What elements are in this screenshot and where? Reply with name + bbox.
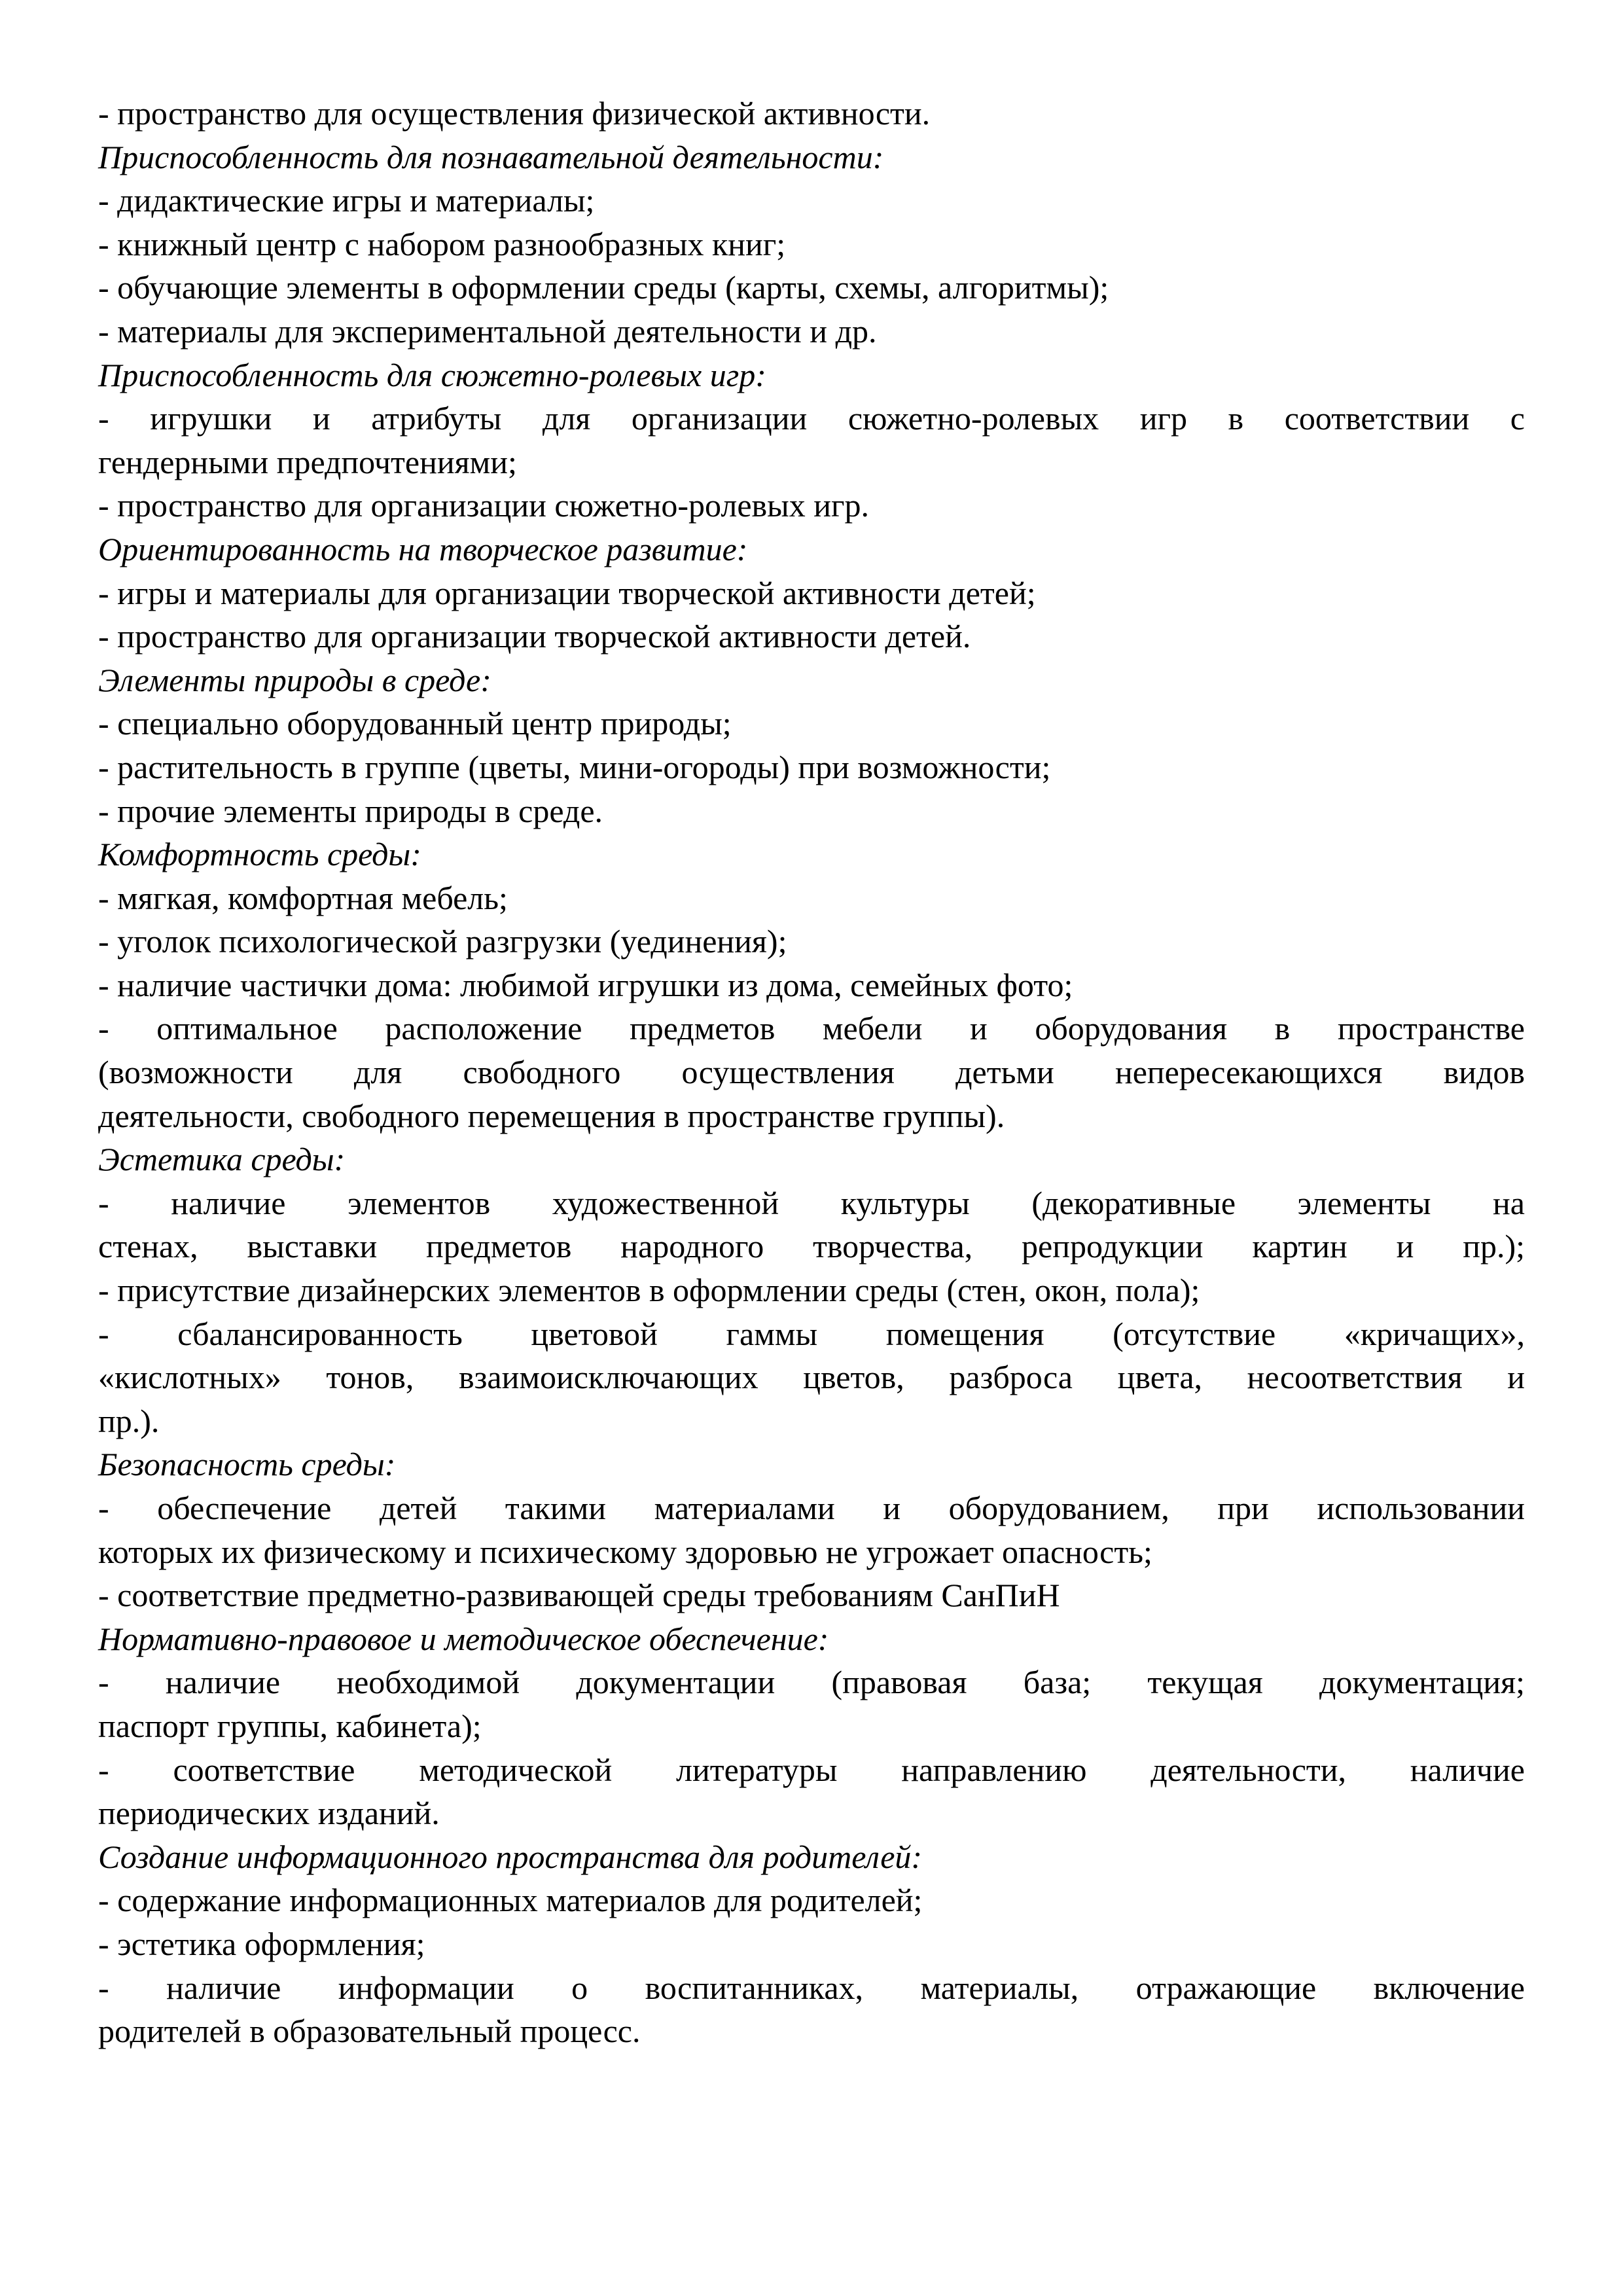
document-page bbox=[98, 92, 1525, 2053]
list-item: - сбалансированность цветовой гаммы помещения (отсутствие «кричащих», bbox=[98, 1315, 1525, 1352]
list-item: - игры и материалы для организации творческой активности детей; bbox=[98, 574, 1036, 611]
list-item: - наличие элементов художественной культуры (декоративные элементы на bbox=[98, 1184, 1525, 1221]
list-item: - книжный центр с набором разнообразных книг; bbox=[98, 225, 786, 262]
list-item: - наличие информации о воспитанниках, материалы, отражающие включение bbox=[98, 1969, 1525, 2006]
list-item: - пространство для организации сюжетно-ролевых игр. bbox=[98, 487, 869, 524]
list-item: - материалы для экспериментальной деятельности и др. bbox=[98, 312, 877, 350]
list-item: - пространство для осуществления физической активности. bbox=[98, 95, 931, 132]
list-item: - дидактические игры и материалы; bbox=[98, 182, 595, 219]
list-item: - наличие частички дома: любимой игрушки из дома, семейных фото; bbox=[98, 966, 1073, 1003]
list-item: - обеспечение детей такими материалами и оборудованием, при использовании bbox=[98, 1490, 1525, 1526]
list-item-continuation: «кислотных» тонов, взаимоисключающих цветов, разброса цвета, несоответствия и bbox=[98, 1359, 1525, 1396]
list-item: - прочие элементы природы в среде. bbox=[98, 792, 603, 829]
list-item-continuation: которых их физическому и психическому здоровью не угрожает опасность; bbox=[98, 1533, 1152, 1570]
list-item: - уголок психологической разгрузки (уединения); bbox=[98, 923, 787, 960]
section-heading: Создание информационного пространства для родителей: bbox=[98, 1838, 923, 1875]
section-heading: Безопасность среды: bbox=[98, 1446, 396, 1483]
section-heading: Приспособленность для познавательной деятельности: bbox=[98, 138, 884, 175]
section-heading: Ориентированность на творческое развитие: bbox=[98, 530, 748, 567]
section-heading: Комфортность среды: bbox=[98, 836, 421, 873]
section-heading: Эстетика среды: bbox=[98, 1141, 346, 1178]
list-item-continuation: периодических изданий. bbox=[98, 1795, 440, 1832]
section-heading: Приспособленность для сюжетно-ролевых игр: bbox=[98, 356, 766, 393]
section-heading: Элементы природы в среде: bbox=[98, 661, 491, 698]
list-item-continuation: родителей в образовательный процесс. bbox=[98, 2013, 641, 2050]
list-item-continuation: гендерными предпочтениями; bbox=[98, 443, 517, 480]
list-item-continuation: (возможности для свободного осуществления детьми непересекающихся видов bbox=[98, 1054, 1525, 1091]
list-item: - соответствие предметно-развивающей среды требованиям СанПиН bbox=[98, 1577, 1060, 1614]
list-item: - игрушки и атрибуты для организации сюжетно-ролевых игр в соответствии с bbox=[98, 400, 1525, 437]
list-item: - оптимальное расположение предметов мебели и оборудования в пространстве bbox=[98, 1010, 1525, 1047]
list-item: - содержание информационных материалов для родителей; bbox=[98, 1882, 923, 1919]
list-item: - соответствие методической литературы направлению деятельности, наличие bbox=[98, 1751, 1525, 1788]
list-item-continuation: паспорт группы, кабинета); bbox=[98, 1707, 482, 1744]
list-item: - эстетика оформления; bbox=[98, 1925, 425, 1962]
list-item: - наличие необходимой документации (правовая база; текущая документация; bbox=[98, 1664, 1525, 1701]
list-item: - мягкая, комфортная мебель; bbox=[98, 879, 508, 916]
list-item: - пространство для организации творческой активности детей. bbox=[98, 618, 971, 655]
section-heading: Нормативно-правовое и методическое обеспечение: bbox=[98, 1620, 829, 1657]
list-item: - присутствие дизайнерских элементов в оформлении среды (стен, окон, пола); bbox=[98, 1272, 1200, 1309]
list-item: - растительность в группе (цветы, мини-огороды) при возможности; bbox=[98, 748, 1051, 785]
list-item: - обучающие элементы в оформлении среды (карты, схемы, алгоритмы); bbox=[98, 269, 1109, 306]
list-item-continuation: деятельности, свободного перемещения в пространстве группы). bbox=[98, 1097, 1005, 1134]
list-item-continuation: стенах, выставки предметов народного творчества, репродукции картин и пр.); bbox=[98, 1228, 1525, 1265]
list-item: - специально оборудованный центр природы; bbox=[98, 705, 732, 742]
list-item-continuation: пр.). bbox=[98, 1402, 160, 1439]
